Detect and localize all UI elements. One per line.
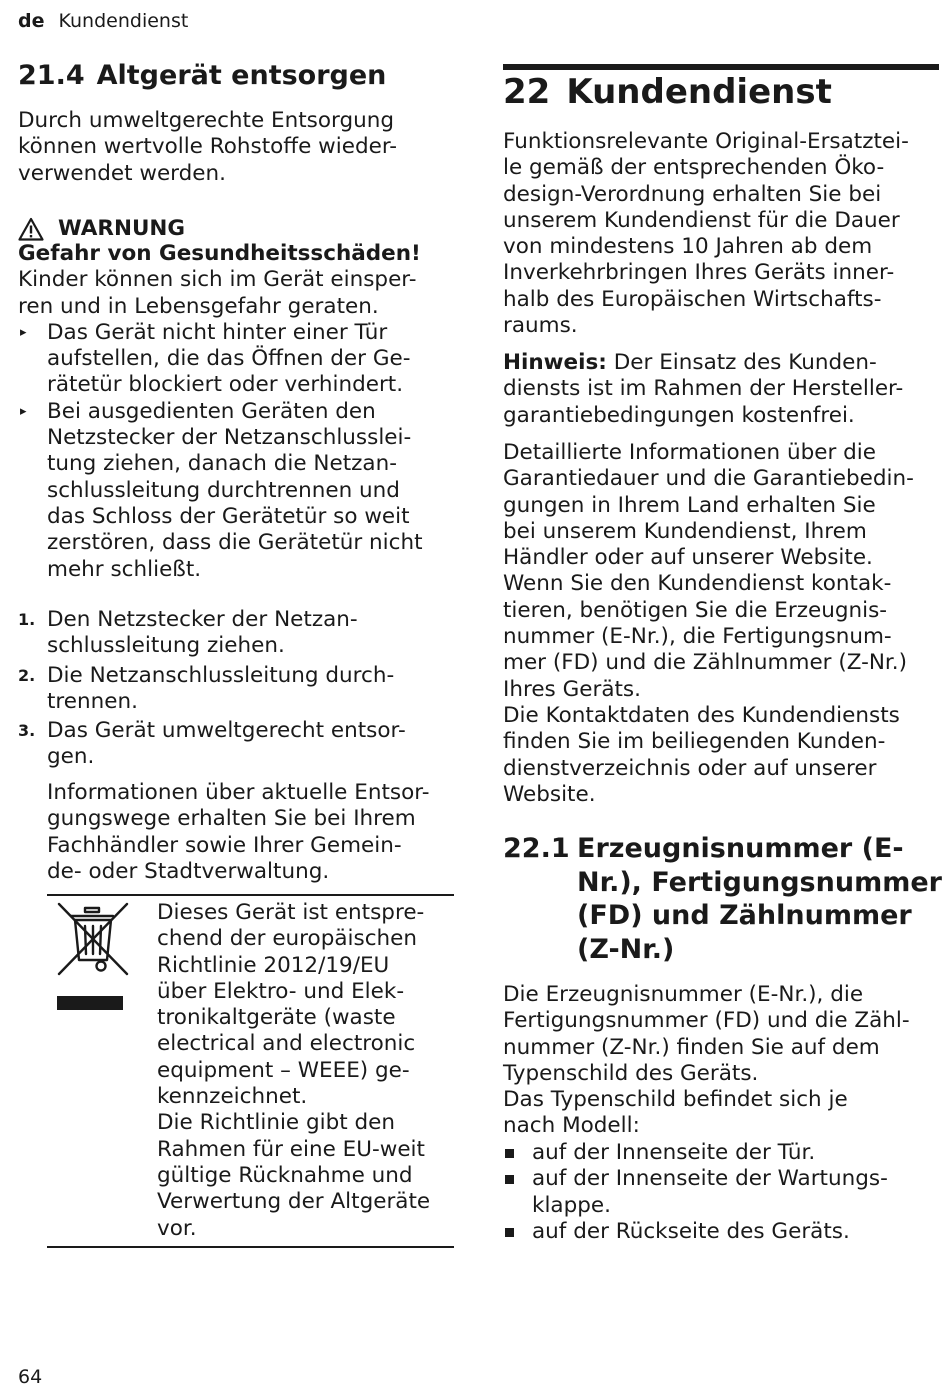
text-line: electrical and electronic (157, 1031, 416, 1057)
section-heading-22 (503, 72, 832, 112)
text-line: schlussleitung ziehen. (47, 633, 285, 659)
text-line: Fertigungsnummer (FD) und die Zähl- (503, 1008, 910, 1034)
note-paragraph (503, 350, 939, 429)
text-line: von mindestens 10 Jahren ab dem (503, 234, 873, 260)
list-item (18, 399, 454, 583)
spare-parts-paragraph (503, 129, 939, 339)
text-line (503, 350, 939, 376)
text-line: tung ziehen, danach die Netzan- (47, 451, 397, 477)
nameplate-location-list (503, 1140, 939, 1245)
section-title: Kundendienst (566, 72, 832, 112)
text-line: gungswege erhalten Sie bei Ihrem (47, 806, 416, 832)
text-line: ren und in Lebensgefahr geraten. (18, 293, 379, 319)
step-number: 2. (18, 665, 36, 685)
square-bullet-icon (505, 1149, 514, 1158)
text-line: Garantiedauer und die Garantiebedin- (503, 466, 914, 492)
text-line: Die Erzeugnisnummer (E-Nr.), die (503, 982, 864, 1007)
disposal-info-paragraph (47, 780, 454, 885)
text-line: chend der europäischen (157, 926, 418, 952)
text-line: Das Gerät nicht hinter einer Tür (47, 319, 388, 345)
section-title: Altgerät entsorgen (96, 60, 387, 91)
text-line: mer (FD) und die Zählnummer (Z-Nr.) (503, 650, 908, 676)
list-item (503, 1219, 939, 1245)
text-line: Den Netzstecker der Netzan- (47, 607, 358, 632)
text-line: dienstverzeichnis oder auf unserer (503, 755, 877, 781)
text-line: das Schloss der Gerätetür so weit (47, 503, 410, 529)
list-item (503, 1166, 939, 1219)
text-line: gültige Rücknahme und (157, 1162, 413, 1188)
text-line: design-Verordnung erhalten Sie bei (503, 181, 882, 207)
warning-label: WARNUNG (58, 216, 186, 241)
page-header (18, 10, 188, 32)
text-line: Rahmen für eine EU-weit (157, 1136, 425, 1162)
text-line: vor. (157, 1215, 197, 1241)
text-line: Verwertung der Altgeräte (157, 1189, 431, 1215)
text-line: bei unserem Kundendienst, Ihrem (503, 518, 867, 544)
text-line: Dieses Gerät ist entspre- (157, 900, 425, 925)
note-first-line: Der Einsatz des Kunden- (613, 350, 877, 375)
heading-line: (Z-Nr.) (577, 933, 675, 965)
square-bullet-icon (505, 1175, 514, 1184)
text-line: klappe. (532, 1192, 611, 1218)
text-line: kennzeichnet. (157, 1084, 308, 1110)
text-line: le gemäß der entsprechenden Öko- (503, 155, 885, 181)
text-line: auf der Innenseite der Tür. (532, 1140, 816, 1165)
header-title: Kundendienst (58, 10, 189, 32)
text-line: Das Gerät umweltgerecht entsor- (47, 718, 406, 744)
text-line: Typenschild des Geräts. (503, 1060, 759, 1086)
step-item (18, 718, 454, 771)
list-item (503, 1140, 939, 1166)
text-line: Fachhändler sowie Ihrer Gemein- (47, 832, 402, 858)
text-line: de- oder Stadtverwaltung. (47, 858, 330, 884)
crossed-out-wheelie-bin-icon (53, 900, 133, 1020)
heading-line: Erzeugnisnummer (E- (577, 833, 904, 864)
text-line: Inverkehrbringen Ihres Geräts inner- (503, 260, 895, 286)
text-line: Die Netzanschlussleitung durch- (47, 662, 395, 688)
warning-bullet-list (18, 320, 454, 583)
text-line: Ihres Geräts. (503, 676, 641, 702)
text-line: auf der Rückseite des Geräts. (532, 1218, 850, 1244)
step-item (18, 663, 454, 716)
warranty-paragraph (503, 440, 939, 808)
text-line: finden Sie im beiliegenden Kunden- (503, 729, 886, 755)
text-line: nummer (E-Nr.), die Fertigungsnum- (503, 624, 892, 650)
square-bullet-icon (505, 1228, 514, 1237)
text-line: Die Richtlinie gibt den (157, 1110, 396, 1136)
text-line: diensts ist im Rahmen der Hersteller- (503, 376, 904, 402)
text-line: Händler oder auf unserer Website. (503, 545, 873, 571)
text-line: zerstören, dass die Gerätetür nicht (47, 530, 423, 556)
subsection-heading-22-1 (503, 832, 950, 966)
note-label: Hinweis: (503, 350, 607, 375)
text-line: gen. (47, 744, 95, 770)
text-line: Die Kontaktdaten des Kundendiensts (503, 702, 900, 728)
warning-text (18, 267, 454, 320)
text-line: mehr schließt. (47, 556, 202, 582)
text-line: Website. (503, 781, 596, 807)
text-line: halb des Europäischen Wirtschafts- (503, 286, 882, 312)
arrow-bullet-icon: ▸ (20, 403, 27, 419)
text-line: Bei ausgedienten Geräten den (47, 398, 376, 424)
step-number: 3. (18, 721, 36, 741)
nameplate-paragraph (503, 982, 939, 1140)
text-line: Durch umweltgerechte Entsorgung (18, 108, 395, 133)
list-item (18, 320, 454, 399)
text-line: nach Modell: (503, 1113, 640, 1139)
text-line: garantiebedingungen kostenfrei. (503, 402, 855, 428)
text-line: raums. (503, 313, 578, 339)
text-line: tieren, benötigen Sie die Erzeugnis- (503, 597, 888, 623)
language-code: de (18, 10, 45, 32)
text-line: Detaillierte Informationen über die (503, 440, 877, 465)
step-item (18, 607, 454, 660)
section-rule (503, 64, 939, 70)
section-number: 21.4 (18, 60, 85, 91)
text-line: rätetür blockiert oder verhindert. (47, 372, 404, 398)
text-line: aufstellen, die das Öffnen der Ge- (47, 346, 411, 372)
warning-heading (18, 216, 454, 241)
disposal-steps (18, 607, 454, 774)
warning-triangle-icon (18, 217, 44, 241)
section-heading-21-4 (18, 60, 386, 91)
arrow-bullet-icon: ▸ (20, 324, 27, 340)
text-line: nummer (Z-Nr.) finden Sie auf dem (503, 1034, 880, 1060)
step-number: 1. (18, 610, 36, 629)
subsection-number: 22.1 (503, 833, 570, 864)
text-line: auf der Innenseite der Wartungs- (532, 1166, 888, 1192)
text-line: können wertvolle Rohstoffe wieder- (18, 134, 398, 160)
text-line: Netzstecker der Netzanschlusslei- (47, 425, 412, 451)
page-number: 64 (18, 1366, 43, 1388)
text-line: equipment – WEEE) ge- (157, 1057, 410, 1083)
intro-paragraph (18, 108, 454, 187)
text-line: Richtlinie 2012/19/EU (157, 952, 390, 978)
warning-headline: Gefahr von Gesundheitsschäden! (18, 241, 421, 266)
weee-notice-box (47, 894, 454, 1248)
text-line: Informationen über aktuelle Entsor- (47, 780, 430, 805)
text-line: über Elektro- und Elek- (157, 978, 405, 1004)
text-line: verwendet werden. (18, 160, 226, 186)
heading-line: (FD) und Zählnummer (577, 900, 912, 931)
weee-notice-text (157, 900, 457, 1242)
text-line: gungen in Ihrem Land erhalten Sie (503, 492, 876, 518)
section-number: 22 (503, 72, 551, 112)
text-line: Wenn Sie den Kundendienst kontak- (503, 571, 892, 597)
text-line: trennen. (47, 688, 138, 714)
text-line: Funktionsrelevante Original-Ersatztei- (503, 129, 909, 154)
text-line: unserem Kundendienst für die Dauer (503, 207, 900, 233)
text-line: Kinder können sich im Gerät einsper- (18, 267, 417, 293)
text-line: schlussleitung durchtrennen und (47, 477, 400, 503)
text-line: tronikaltgeräte (waste (157, 1005, 396, 1031)
heading-line: Nr.), Fertigungsnummer (577, 866, 942, 898)
text-line: Das Typenschild befindet sich je (503, 1087, 848, 1113)
warning-block (18, 216, 454, 583)
